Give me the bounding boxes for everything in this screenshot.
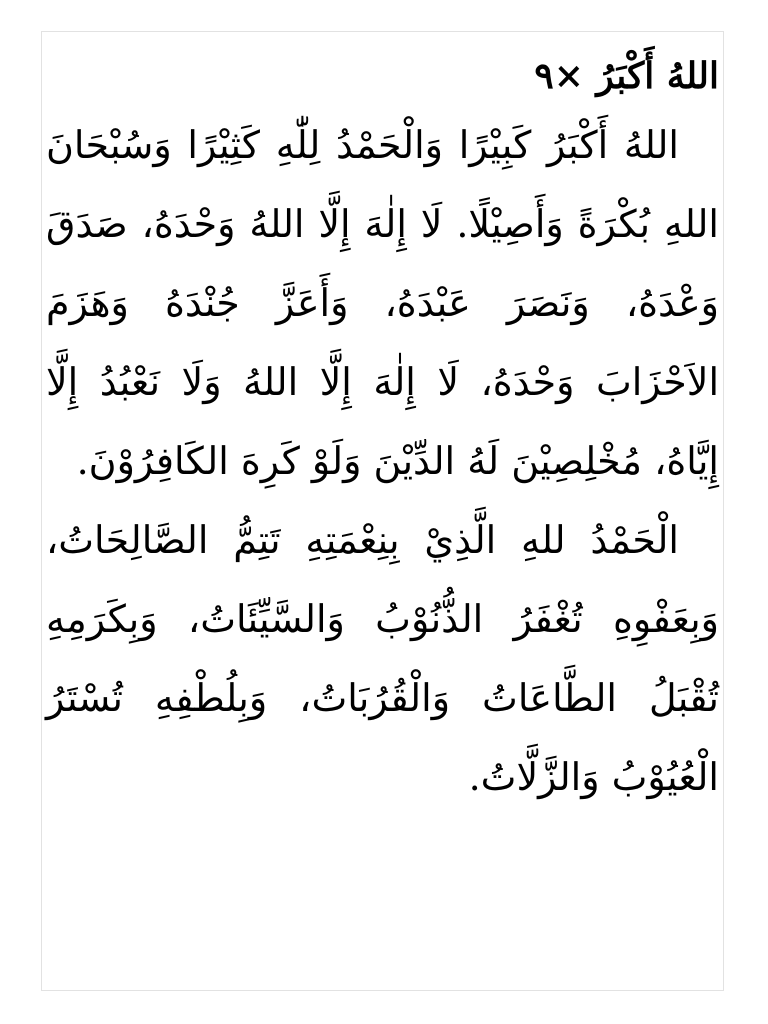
document-content — [46, 46, 719, 817]
document-page — [41, 31, 724, 991]
paragraph-takbir: اللهُ أَكْبَرُ كَبِيْرًا وَالْحَمْدُ لِلّٰهِ كَثِيْرًا وَسُبْحَانَ اللهِ بُكْرَةً وَأَصِيْلًا. لَا إِلٰهَ إِلَّا اللهُ وَحْدَهُ، صَدَقَ وَعْدَهُ، وَنَصَرَ عَبْدَهُ، وَأَعَزَّ جُنْدَهُ وَهَزَمَ الاَحْزَابَ وَحْدَهُ، لَا إِلٰهَ إِلَّا اللهُ وَلَا نَعْبُدُ إِلَّا إِيَّاهُ، مُخْلِصِيْنَ لَهُ الدِّيْنَ وَلَوْ كَرِهَ الكَافِرُوْنَ. — [46, 123, 719, 483]
paragraph-hamd: الْحَمْدُ للهِ الَّذِيْ بِنِعْمَتِهِ تَتِمُّ الصَّالِحَاتُ، وَبِعَفْوِهِ تُغْفَرُ الذُّنُوْبُ وَالسَّيِّئَاتُ، وَبِكَرَمِهِ تُقْبَلُ الطَّاعَاتُ وَالْقُرُبَاتُ، وَبِلُطْفِهِ تُسْتَرُ الْعُيُوْبُ وَالزَّلَّاتُ. — [46, 518, 719, 799]
takbir-heading: اللهُ أَكْبَرُ ×٩ — [534, 55, 719, 97]
